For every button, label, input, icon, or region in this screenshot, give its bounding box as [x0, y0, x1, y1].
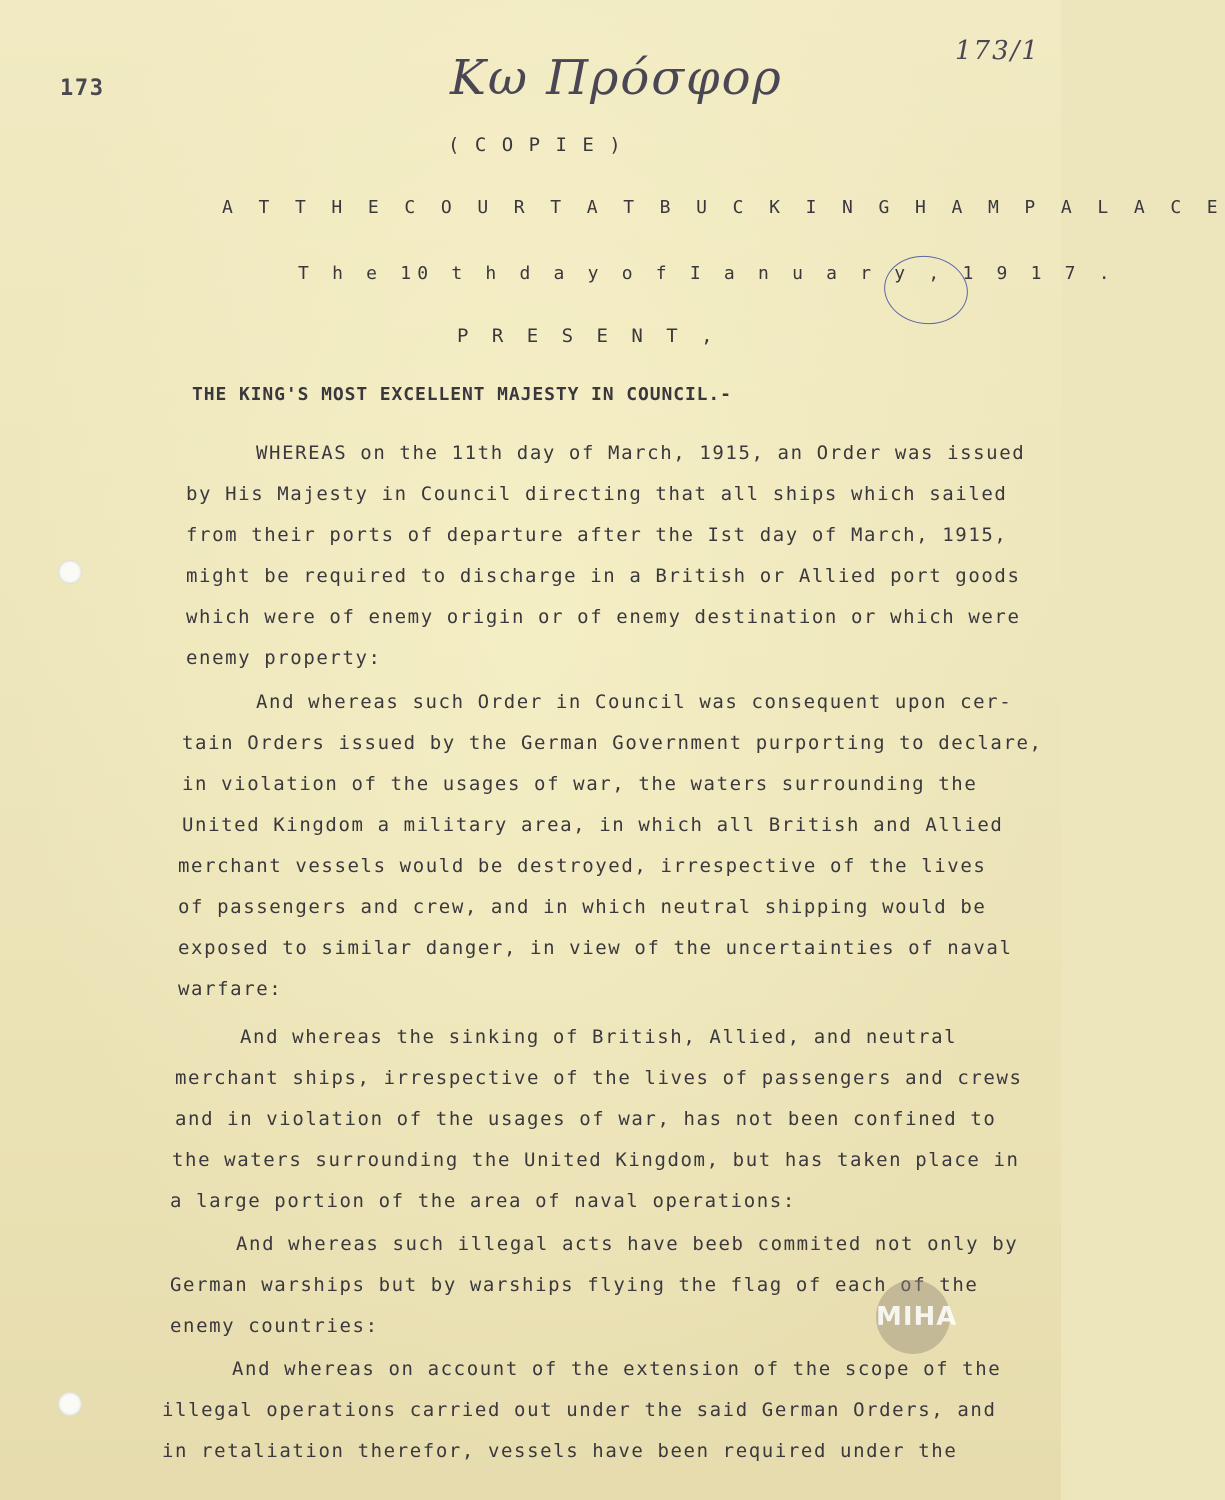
court-heading: A T T H E C O U R T A T B U C K I N G H A M P A L A C E — [222, 197, 1225, 218]
body-line: a large portion of the area of naval operations: — [170, 1190, 796, 1212]
body-line: in violation of the usages of war, the waters surrounding the — [182, 773, 978, 795]
body-line: warfare: — [178, 978, 283, 1000]
folio-number: 173/1 — [955, 36, 1040, 66]
punch-hole-bottom — [58, 1392, 82, 1416]
body-line: merchant vessels would be destroyed, irrespective of the lives — [178, 855, 987, 877]
body-line: of passengers and crew, and in which neutral shipping would be — [178, 896, 987, 918]
body-line: United Kingdom a military area, in which all British and Allied — [182, 814, 1004, 836]
body-line: And whereas such Order in Council was consequent upon cer- — [256, 691, 1013, 713]
body-line: German warships but by warships flying the flag of each of the — [170, 1274, 979, 1296]
punch-hole-top — [58, 560, 82, 584]
body-line: which were of enemy origin or of enemy destination or which were — [186, 606, 1021, 628]
body-line: And whereas such illegal acts have beeb commited not only by — [236, 1233, 1019, 1255]
body-line: And whereas the sinking of British, Allied, and neutral — [240, 1026, 958, 1048]
archive-seal: ΜΙΗΑ — [876, 1280, 950, 1354]
body-line: exposed to similar danger, in view of the uncertainties of naval — [178, 937, 1013, 959]
body-line: in retaliation therefor, vessels have been required under the — [162, 1440, 958, 1462]
page-number: 173 — [60, 76, 105, 101]
body-line: WHEREAS on the 11th day of March, 1915, an Order was issued — [256, 442, 1026, 464]
body-line: enemy property: — [186, 647, 382, 669]
body-line: from their ports of departure after the Ist day of March, 1915, — [186, 524, 1008, 546]
body-line: might be required to discharge in a British or Allied port goods — [186, 565, 1021, 587]
body-line: and in violation of the usages of war, has not been confined to — [175, 1108, 997, 1130]
body-line: the waters surrounding the United Kingdom, but has taken place in — [172, 1149, 1020, 1171]
body-line: enemy countries: — [170, 1315, 379, 1337]
body-line: And whereas on account of the extension of the scope of the — [232, 1358, 1002, 1380]
body-line: merchant ships, irrespective of the lives of passengers and crews — [175, 1067, 1023, 1089]
handwritten-note: Κω Πρόσφορ — [450, 50, 783, 106]
body-line: by His Majesty in Council directing that all ships which sailed — [186, 483, 1008, 505]
copie-label: ( C O P I E ) — [448, 134, 623, 156]
present-label: P R E S E N T , — [457, 325, 719, 347]
body-line: tain Orders issued by the German Government purporting to declare, — [182, 732, 1043, 754]
date-line: T h e 10 t h d a y o f I a n u a r y , 1 9 1 7 . — [298, 263, 1116, 284]
body-line: illegal operations carried out under the said German Orders, and — [162, 1399, 997, 1421]
council-heading: THE KING'S MOST EXCELLENT MAJESTY IN COUNCIL.- — [192, 384, 732, 405]
